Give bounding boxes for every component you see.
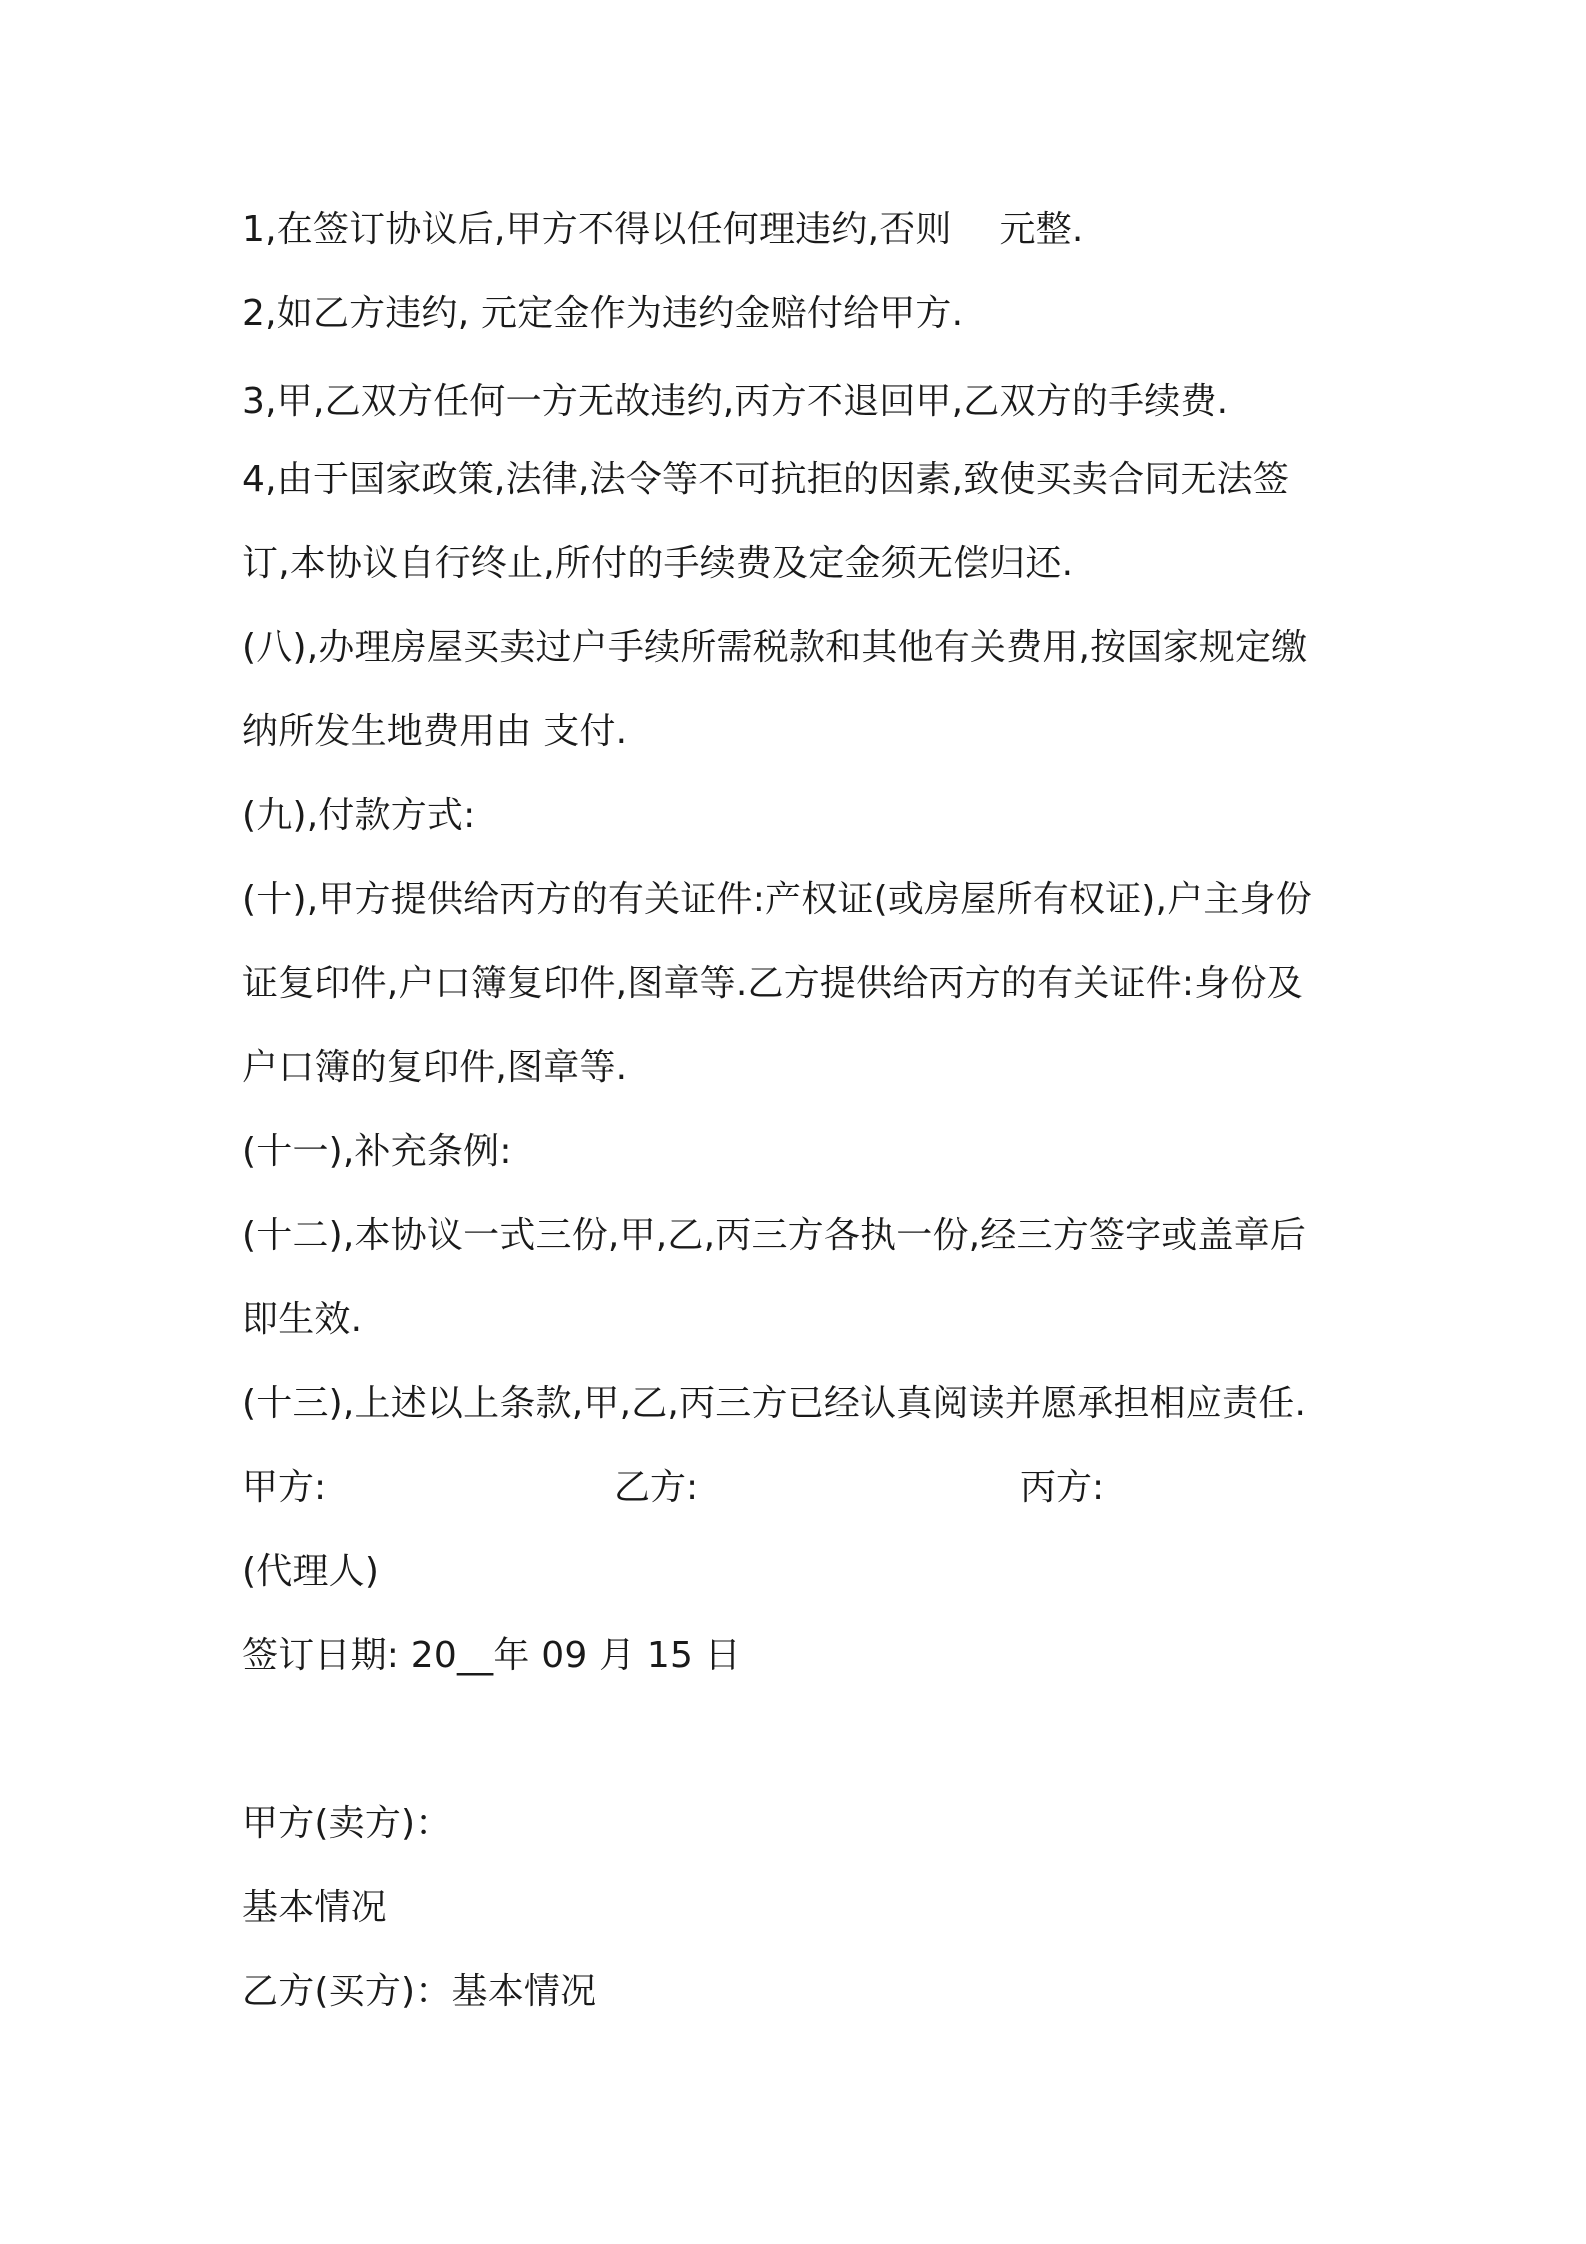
section-13-line: (十三),上述以上条款,甲,乙,丙三方已经认真阅读并愿承担相应责任. (242, 1383, 1307, 1424)
clause-1-line: 1,在签订协议后,甲方不得以任何理违约,否则 元整. (242, 209, 1084, 250)
buyer-heading: 乙方(买方)：基本情况 (242, 1971, 597, 2012)
agent-label: (代理人) (242, 1551, 380, 1592)
section-10-line-1: (十),甲方提供给丙方的有关证件:产权证(或房屋所有权证),户主身份 (242, 879, 1312, 920)
party-b-signature-label: 乙方: (614, 1467, 699, 1508)
party-c-signature-label: 丙方: (1020, 1467, 1105, 1508)
seller-info: 基本情况 (242, 1887, 387, 1928)
section-11-line: (十一),补充条例: (242, 1131, 512, 1172)
section-8-line-1: (八),办理房屋买卖过户手续所需税款和其他有关费用,按国家规定缴 (242, 627, 1308, 668)
section-9-line: (九),付款方式: (242, 795, 476, 836)
section-12-line-2: 即生效. (242, 1299, 363, 1340)
section-10-line-3: 户口簿的复印件,图章等. (242, 1047, 628, 1088)
seller-heading: 甲方(卖方)： (242, 1803, 452, 1844)
section-10-line-2: 证复印件,户口簿复印件,图章等.乙方提供给丙方的有关证件:身份及 (242, 963, 1303, 1004)
clause-2-line: 2,如乙方违约, 元定金作为违约金赔付给甲方. (242, 293, 964, 334)
clause-3-line: 3,甲,乙双方任何一方无故违约,丙方不退回甲,乙双方的手续费. (242, 381, 1229, 422)
clause-4-line-2: 订,本协议自行终止,所付的手续费及定金须无偿归还. (242, 543, 1074, 584)
party-a-signature-label: 甲方: (242, 1467, 327, 1508)
clause-4-line-1: 4,由于国家政策,法律,法令等不可抗拒的因素,致使买卖合同无法签 (242, 459, 1290, 500)
section-8-line-2: 纳所发生地费用由 支付. (242, 711, 628, 752)
section-12-line-1: (十二),本协议一式三份,甲,乙,丙三方各执一份,经三方签字或盖章后 (242, 1215, 1307, 1256)
sign-date: 签订日期: 20__年 09 月 15 日 (242, 1635, 741, 1676)
